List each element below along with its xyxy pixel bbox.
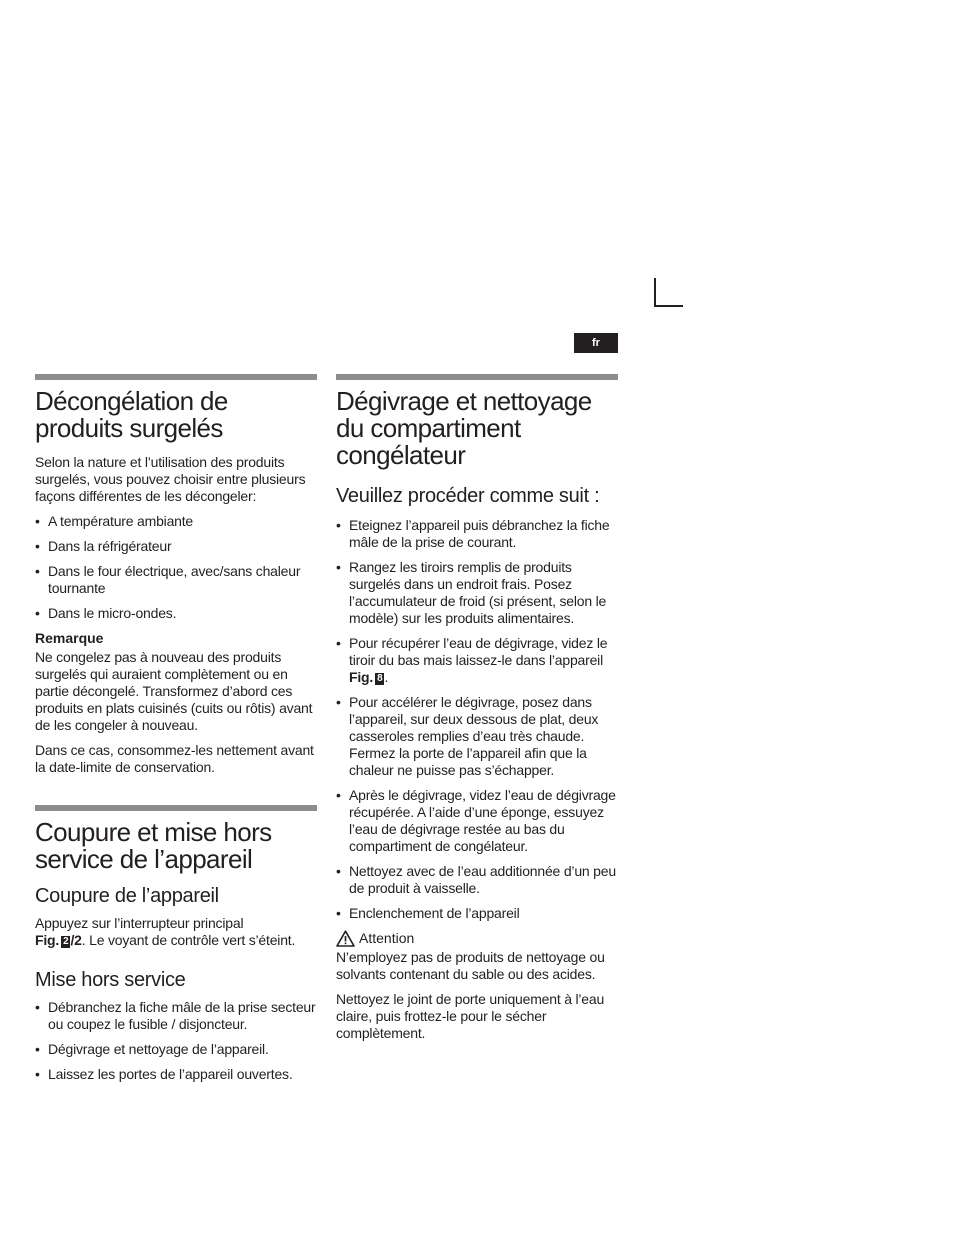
note-title: Remarque: [35, 630, 104, 646]
decommission-list: [35, 999, 317, 1083]
list-item: • Dans la réfrigérateur: [35, 538, 317, 555]
list-item: • Dégivrage et nettoyage de l’appareil.: [35, 1041, 317, 1058]
section-title-defrost: Dégivrage et nettoyage du compartiment congélateur: [336, 386, 592, 470]
left-column: [35, 374, 317, 1091]
final-text: Nettoyez le joint de porte uniquement à l’eau claire, puis frottez-le pour le sécher complètement.: [336, 991, 605, 1041]
section-rule: [336, 374, 618, 380]
list-item: • Après le dégivrage, videz l’eau de dégivrage récupérée. A l’aide d’une éponge, essuyez l’eau de dégivrage restée au bas du compartiment de congélateur.: [336, 787, 618, 855]
list-item: • Eteignez l’appareil puis débranchez la fiche mâle de la prise de courant.: [336, 517, 618, 551]
language-badge: fr: [574, 333, 618, 353]
crop-mark-horizontal: [654, 305, 683, 307]
list-item: • Pour accélérer le dégivrage, posez dans l’appareil, sur deux dessous de plat, deux casseroles remplies d’eau très chaude. Fermez la porte de l’appareil afin que la chaleur ne puisse pas s’échapper.: [336, 694, 618, 779]
list-item: • A température ambiante: [35, 513, 317, 530]
attention-text: N’employez pas de produits de nettoyage ou solvants contenant du sable ou des acides.: [336, 949, 605, 982]
switch-off-text: Appuyez sur l’interrupteur principal Fig. 2 /2. Le voyant de contrôle vert s’éteint.: [35, 915, 296, 948]
subsection-title-procedure: Veuillez procéder comme suit :: [336, 485, 600, 507]
note-text: Ne congelez pas à nouveau des produits surgelés qui auraient complètement ou en partie décongelé. Transformez d’abord ces produits en plats cuisinés (cuits ou rôtis) avant de les congeler à nouveau.: [35, 649, 313, 733]
crop-mark-vertical: [654, 278, 656, 306]
warning-triangle-icon: [336, 930, 355, 947]
thawing-intro: Selon la nature et l’utilisation des produits surgelés, vous pouvez choisir entre plusieurs façons différentes de les décongeler:: [35, 454, 306, 504]
procedure-list: [336, 517, 618, 922]
thawing-list: [35, 513, 317, 622]
list-item: • Nettoyez avec de l’eau additionnée d’un peu de produit à vaisselle.: [336, 863, 618, 897]
list-item: • Dans le micro-ondes.: [35, 605, 317, 622]
right-column: [336, 374, 618, 1050]
list-item: • Débranchez la fiche mâle de la prise secteur ou coupez le fusible / disjoncteur.: [35, 999, 317, 1033]
attention-heading: [336, 930, 618, 947]
section-title-thawing: Décongélation de produits surgelés: [35, 386, 228, 443]
subsection-title-decommission: Mise hors service: [35, 969, 186, 991]
section-title-shutdown: Coupure et mise hors service de l’appareil: [35, 817, 272, 874]
attention-title: Attention: [359, 930, 415, 946]
subsection-title-switch-off: Coupure de l’appareil: [35, 885, 219, 907]
list-item: • Dans le four électrique, avec/sans chaleur tournante: [35, 563, 317, 597]
list-item: • Enclenchement de l’appareil: [336, 905, 618, 922]
list-item: • Laissez les portes de l’appareil ouvertes.: [35, 1066, 317, 1083]
list-item: • Rangez les tiroirs remplis de produits surgelés dans un endroit frais. Posez l’accumulateur de froid (si présent, selon le modèle) sur les produits alimentaires.: [336, 559, 618, 627]
section-rule: [35, 374, 317, 380]
note-text-2: Dans ce cas, consommez-les nettement avant la date-limite de conservation.: [35, 742, 314, 775]
figure-number-badge: 2: [63, 936, 69, 947]
section-rule: [35, 805, 317, 811]
list-item: • Pour récupérer l’eau de dégivrage, videz le tiroir du bas mais laissez-le dans l’appareil Fig. 8 .: [336, 635, 618, 686]
figure-number-badge: 8: [377, 673, 383, 684]
